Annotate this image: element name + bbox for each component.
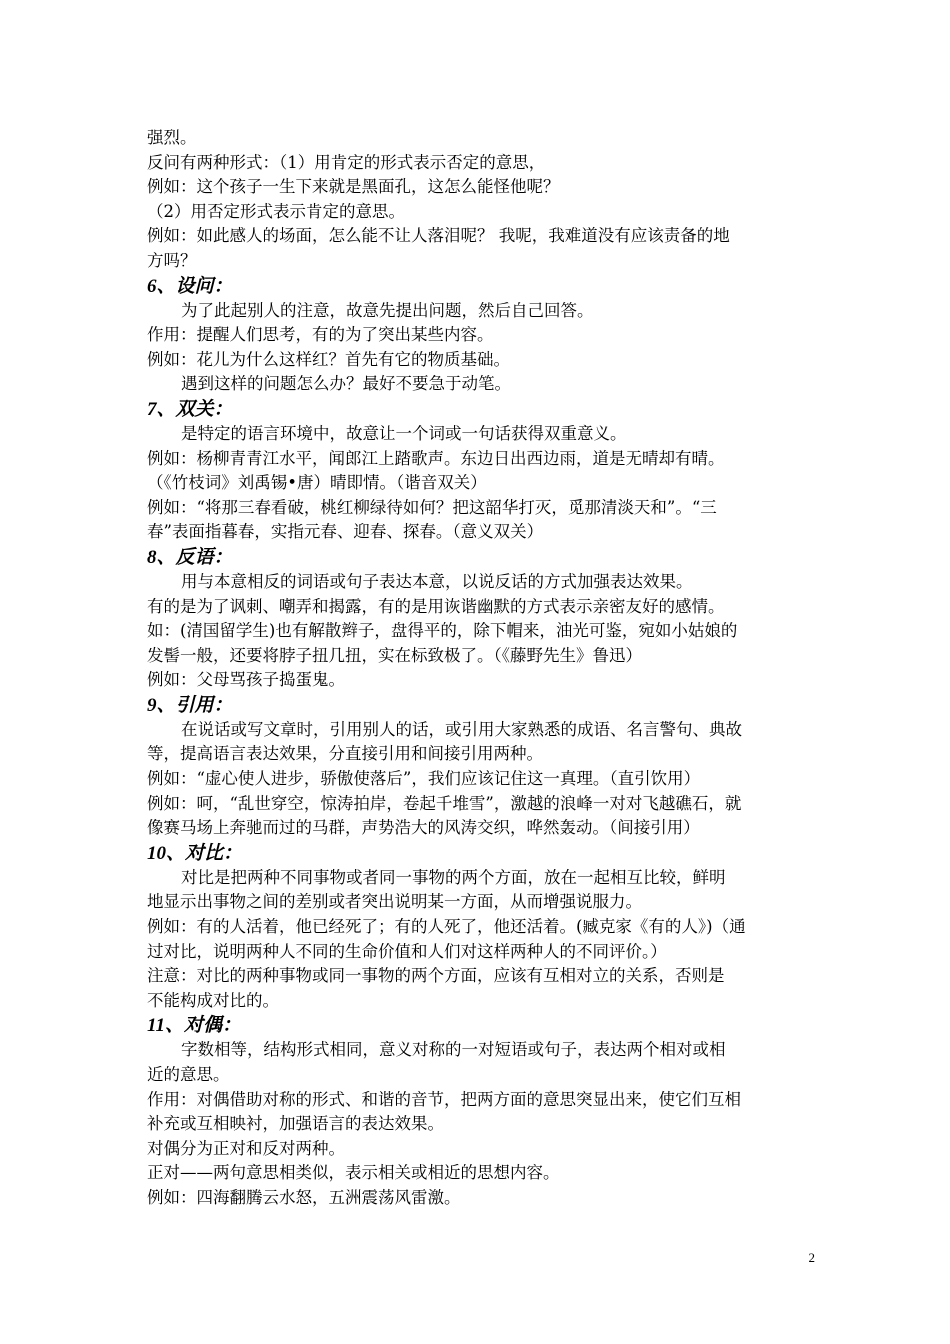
paragraph-line: （《竹枝词》刘禹锡•唐）晴即情。（谐音双关）: [147, 473, 487, 493]
paragraph-line: 近的意思。: [147, 1065, 230, 1084]
paragraph-line: 有的是为了讽刺、嘲弄和揭露，有的是用诙谐幽默的方式表示亲密友好的感情。: [147, 596, 725, 616]
paragraph-line: 例如：杨柳青青江水平，闻郎江上踏歌声。东边日出西边雨，道是无晴却有晴。: [147, 448, 725, 468]
paragraph-line: 例如：“将那三春看破，桃红柳绿待如何？把这韶华打灭，觅那清淡天和”。“三: [147, 497, 717, 517]
paragraph-line: 例如：呵，“乱世穿空，惊涛拍岸，卷起千堆雪”，激越的浪峰一对对飞越礁石，就: [147, 793, 742, 813]
paragraph-line: 在说话或写文章时，引用别人的话，或引用大家熟悉的成语、名言警句、典故: [181, 719, 742, 739]
section-heading: 8、反语：: [147, 546, 233, 568]
paragraph-line: （2）用否定形式表示肯定的意思。: [147, 201, 405, 221]
paragraph-line: 用与本意相反的词语或句子表达本意，以说反话的方式加强表达效果。: [181, 571, 693, 591]
paragraph-line: 注意：对比的两种事物或同一事物的两个方面，应该有互相对立的关系，否则是: [147, 966, 725, 986]
section-heading: 10、对比：: [147, 842, 243, 864]
paragraph-line: 例如：父母骂孩子捣蛋鬼。: [147, 670, 345, 690]
paragraph-line: 例如：如此感人的场面，怎么能不让人落泪呢？ 我呢，我难道没有应该责备的地: [147, 226, 730, 246]
paragraph-line: 对比是把两种不同事物或者同一事物的两个方面，放在一起相互比较，鲜明: [181, 867, 726, 887]
paragraph-line: 正对——两句意思相类似，表示相关或相近的思想内容。: [147, 1163, 560, 1183]
section-heading: 9、引用：: [147, 694, 233, 716]
paragraph-line: 为了此起别人的注意，故意先提出问题，然后自己回答。: [181, 300, 594, 320]
paragraph-line: 补充或互相映衬，加强语言的表达效果。: [147, 1114, 444, 1134]
paragraph-line: 地显示出事物之间的差别或者突出说明某一方面，从而增强说服力。: [147, 892, 642, 912]
paragraph-line: 作用：提醒人们思考，有的为了突出某些内容。: [147, 325, 494, 345]
paragraph-line: 作用：对偶借助对称的形式、和谐的音节，把两方面的意思突显出来，使它们互相: [147, 1089, 741, 1109]
paragraph-line: 例如：这个孩子一生下来就是黑面孔，这怎么能怪他呢？: [147, 177, 560, 197]
paragraph-line: 反问有两种形式：（1）用肯定的形式表示否定的意思，: [147, 152, 546, 172]
paragraph-line: 例如：花儿为什么这样红？首先有它的物质基础。: [147, 349, 510, 369]
paragraph-line: 如：(清国留学生)也有解散辫子，盘得平的，除下帽来，油光可鉴，宛如小姑娘的: [147, 621, 738, 641]
paragraph-line: 例如：“虚心使人进步，骄傲使落后”，我们应该记住这一真理。（直引饮用）: [147, 769, 701, 789]
paragraph-line: 强烈。: [147, 128, 197, 147]
paragraph-line: 像赛马场上奔驰而过的马群，声势浩大的风涛交织，哗然轰动。（间接引用）: [147, 818, 700, 838]
section-heading: 7、双关：: [147, 398, 233, 420]
document-body: [147, 126, 812, 1211]
paragraph-line: 对偶分为正对和反对两种。: [147, 1138, 345, 1158]
paragraph-line: 例如：有的人活着，他已经死了；有的人死了，他还活着。(臧克家《有的人》)（通: [147, 917, 746, 937]
paragraph-line: 过对比，说明两种人不同的生命价值和人们对这样两种人的不同评价。）: [147, 941, 667, 961]
page-number: 2: [808, 1250, 815, 1265]
paragraph-line: 是特定的语言环境中，故意让一个词或一句话获得双重意义。: [181, 423, 627, 443]
paragraph-line: 等，提高语言表达效果，分直接引用和间接引用两种。: [147, 744, 543, 764]
section-heading: 6、设问：: [147, 275, 233, 297]
section-heading: 11、对偶：: [147, 1015, 241, 1037]
paragraph-line: 春”表面指暮春，实指元春、迎春、探春。（意义双关）: [147, 522, 544, 542]
paragraph-line: 例如：四海翻腾云水怒，五洲震荡风雷激。: [147, 1187, 461, 1207]
paragraph-line: 不能构成对比的。: [147, 990, 279, 1010]
paragraph-line: 遇到这样的问题怎么办？最好不要急于动笔。: [181, 374, 511, 394]
paragraph-line: 方吗？: [147, 250, 197, 270]
paragraph-line: 字数相等，结构形式相同，意义对称的一对短语或句子，表达两个相对或相: [181, 1040, 726, 1060]
paragraph-line: 发髻一般，还要将脖子扭几扭，实在标致极了。（《藤野先生》鲁迅）: [147, 645, 642, 665]
